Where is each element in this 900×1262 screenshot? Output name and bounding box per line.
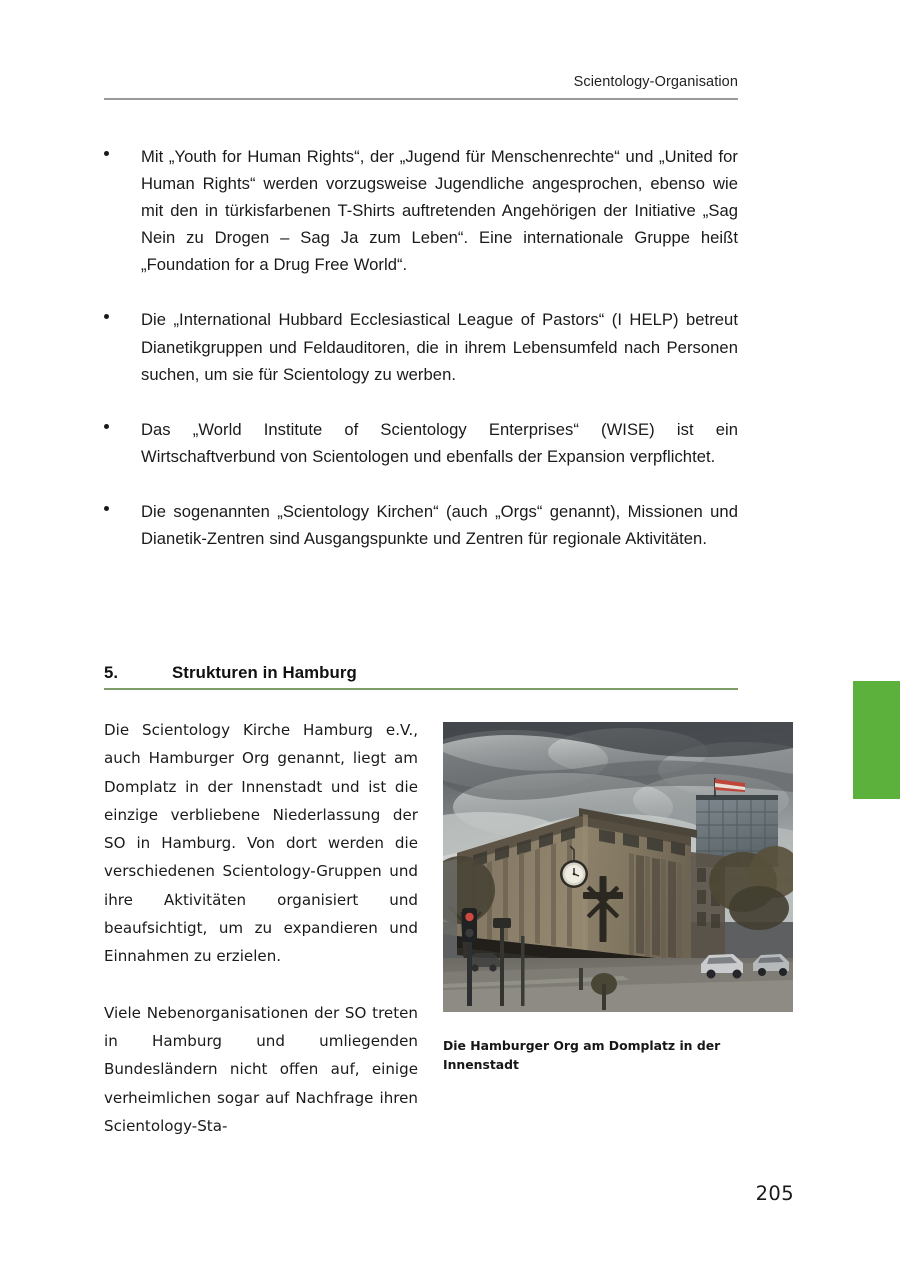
section-number: 5.	[104, 663, 118, 682]
header-title: Scientology-Organisation	[573, 74, 738, 90]
list-item-text: Mit „Youth for Human Rights“, der „Jugend für Menschenrechte“ und „United for Human Rights“ werden vorzugsweise Jugendliche angesprochen, ebenso wie mit den in türkisfarbenen T-Shirts auftretenden Angehörigen der Initiative „Sag Nein zu Drogen – Sag Ja zum Leben“. Eine internationale Gruppe heißt „Foundation for a Drug Free World“.	[141, 147, 738, 275]
section-heading-row	[104, 663, 738, 688]
list-item-text: Das „World Institute of Scientology Enterprises“ (WISE) ist ein Wirtschaftverbund von Scientologen und ebenfalls der Expansion verpflichtet.	[141, 419, 738, 466]
list-item	[104, 498, 738, 552]
bullet-dot-icon	[104, 506, 109, 511]
bullet-dot-icon	[104, 151, 109, 156]
bullet-list	[104, 143, 738, 552]
edge-tab-marker	[853, 681, 900, 799]
bullet-dot-icon	[104, 314, 109, 319]
paragraph: Die Scientology Kirche Hamburg e.V., auch Hamburger Org genannt, liegt am Domplatz in der Innenstadt und ist die einzige verbliebene Niederlassung der SO in Hamburg. Von dort werden die verschiedenen Scientology-Gruppen und ihre Aktivitäten organisiert und beaufsichtigt, um zu expandieren und Einnahmen zu erzielen.	[104, 721, 418, 966]
list-item-text: Die „International Hubbard Ecclesiastical League of Pastors“ (I HELP) betreut Dianetikgruppen und Feldauditoren, die in ihrem Lebensumfeld nach Personen suchen, um sie für Scientology zu werben.	[141, 310, 738, 384]
building-photograph-icon	[443, 722, 793, 1012]
list-item	[104, 143, 738, 278]
section-heading	[104, 663, 738, 690]
bullet-dot-icon	[104, 424, 109, 429]
list-item	[104, 306, 738, 387]
figure	[443, 722, 793, 1074]
figure-photo	[443, 722, 793, 1012]
page-number: 205	[755, 1182, 794, 1205]
figure-caption: Die Hamburger Org am Domplatz in der Innenstadt	[443, 1038, 721, 1072]
list-item	[104, 416, 738, 470]
section-divider	[104, 688, 738, 690]
running-header	[104, 74, 738, 90]
paragraph: Viele Nebenorganisationen der SO treten in Hamburg und umliegenden Bundesländern nicht offen auf, einige verheimlichen sogar auf Nachfrage ihren Scientology-Sta-	[104, 1003, 418, 1135]
section-title: Strukturen in Hamburg	[172, 663, 357, 682]
list-item-text: Die sogenannten „Scientology Kirchen“ (auch „Orgs“ genannt), Missionen und Dianetik-Zentren sind Ausgangspunkte und Zentren für regionale Aktivitäten.	[141, 501, 738, 549]
body-column-left	[104, 716, 418, 1140]
header-divider	[104, 98, 738, 100]
